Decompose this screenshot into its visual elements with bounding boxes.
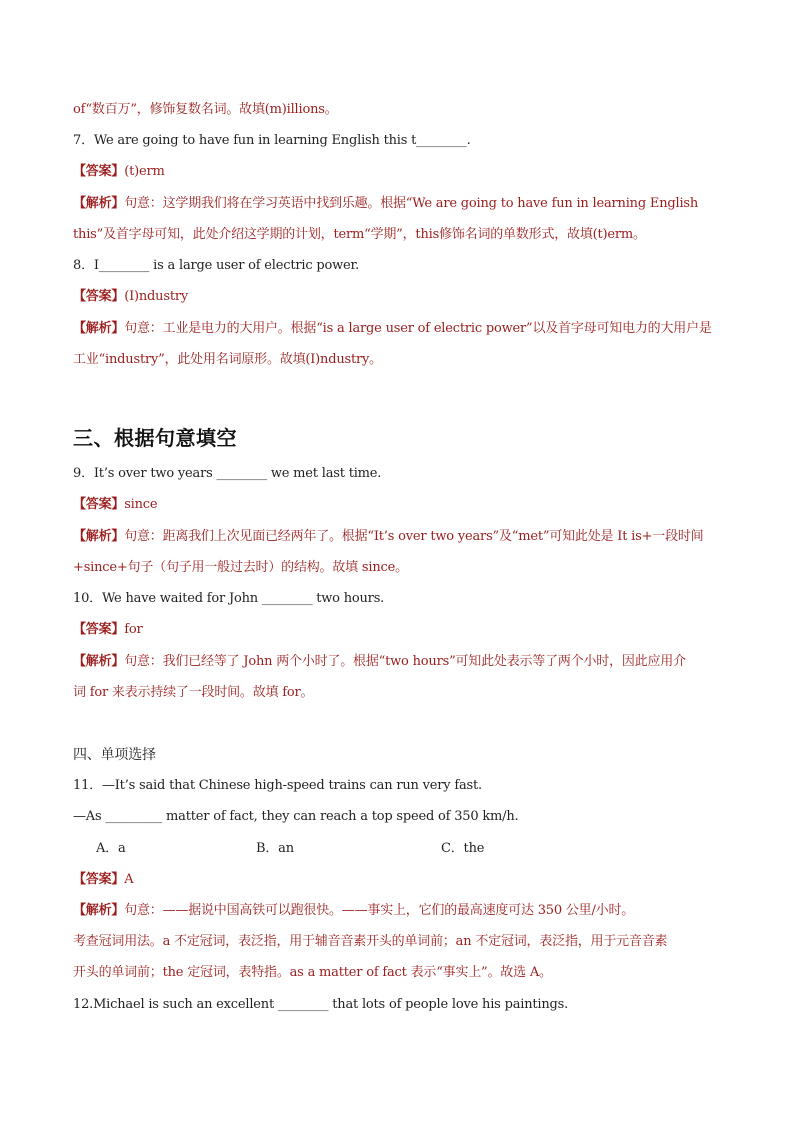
explanation-11-line1 (73, 902, 733, 920)
explanation-tag: 【解析】 (73, 903, 125, 918)
answer-tag: 【答案】 (73, 164, 125, 179)
explanation-8-line2: 工业“industry”，此处用名词原形。故填(I)ndustry。 (73, 352, 382, 367)
explanation-text: 句意：距离我们上次见面已经两年了。根据“It’s over two years”及“met”可知此处是 It is+一段时间 (124, 529, 704, 544)
explanation-7-line2: this”及首字母可知，此处介绍这学期的计划，term“学期”，this修饰名词的单数形式，故填(t)erm。 (73, 227, 646, 242)
section-3-heading: 三、根据句意填空 (73, 426, 237, 450)
explanation-text: 句意：这学期我们将在学习英语中找到乐趣。根据“We are going to have fun in learning English (124, 196, 699, 211)
answer-tag: 【答案】 (73, 622, 125, 637)
answer-value: A (124, 872, 134, 887)
explanation-text: 句意：——据说中国高铁可以跑很快。——事实上，它们的最高速度可达 350 公里/小时。 (124, 903, 635, 918)
explanation-continuation: of“数百万”，修饰复数名词。故填(m)illions。 (73, 102, 338, 117)
option-b: B．an (256, 841, 294, 856)
explanation-tag: 【解析】 (73, 321, 125, 336)
section-4-heading: 四、单项选择 (73, 747, 156, 763)
explanation-11-line2: 考查冠词用法。a 不定冠词，表泛指，用于辅音音素开头的单词前；an 不定冠词，表泛指，用于元音音素 (73, 934, 668, 949)
answer-value: since (124, 497, 158, 512)
answer-8 (73, 288, 733, 306)
question-7: 7．We are going to have fun in learning English this t________. (73, 133, 471, 148)
explanation-7-line1 (73, 195, 733, 213)
explanation-10-line1 (73, 653, 733, 671)
question-10: 10．We have waited for John ________ two hours. (73, 591, 385, 606)
explanation-8-line1 (73, 320, 733, 338)
question-11-line1: 11．—It’s said that Chinese high-speed trains can run very fast. (73, 778, 482, 793)
option-c: C．the (441, 841, 485, 856)
answer-10 (73, 621, 733, 639)
explanation-9-line1 (73, 528, 733, 546)
answer-tag: 【答案】 (73, 497, 125, 512)
option-a: A．a (96, 841, 126, 856)
question-11-line2: —As _________ matter of fact, they can reach a top speed of 350 km/h. (73, 809, 519, 824)
answer-value: (I)ndustry (124, 289, 189, 304)
explanation-tag: 【解析】 (73, 196, 125, 211)
answer-9 (73, 496, 733, 514)
answer-tag: 【答案】 (73, 872, 125, 887)
answer-value: (t)erm (124, 164, 165, 179)
explanation-text: 句意：工业是电力的大用户。根据“is a large user of electric power”以及首字母可知电力的大用户是 (124, 321, 712, 336)
explanation-11-line3: 开头的单词前；the 定冠词，表特指。as a matter of fact 表示“事实上”。故选 A。 (73, 965, 552, 980)
answer-value: for (124, 622, 143, 637)
explanation-text: 句意：我们已经等了 John 两个小时了。根据“two hours”可知此处表示等了两个小时，因此应用介 (124, 654, 686, 669)
explanation-tag: 【解析】 (73, 529, 125, 544)
question-9: 9．It’s over two years ________ we met last time. (73, 466, 382, 481)
answer-tag: 【答案】 (73, 289, 125, 304)
answer-11 (73, 871, 733, 889)
answer-7 (73, 163, 733, 181)
question-12: 12.Michael is such an excellent ________ that lots of people love his paintings. (73, 997, 569, 1012)
question-8: 8．I________ is a large user of electric power. (73, 258, 360, 273)
explanation-9-line2: +since+句子（句子用一般过去时）的结构。故填 since。 (73, 560, 408, 575)
question-11-options (96, 840, 696, 858)
explanation-tag: 【解析】 (73, 654, 125, 669)
explanation-10-line2: 词 for 来表示持续了一段时间。故填 for。 (73, 685, 314, 700)
